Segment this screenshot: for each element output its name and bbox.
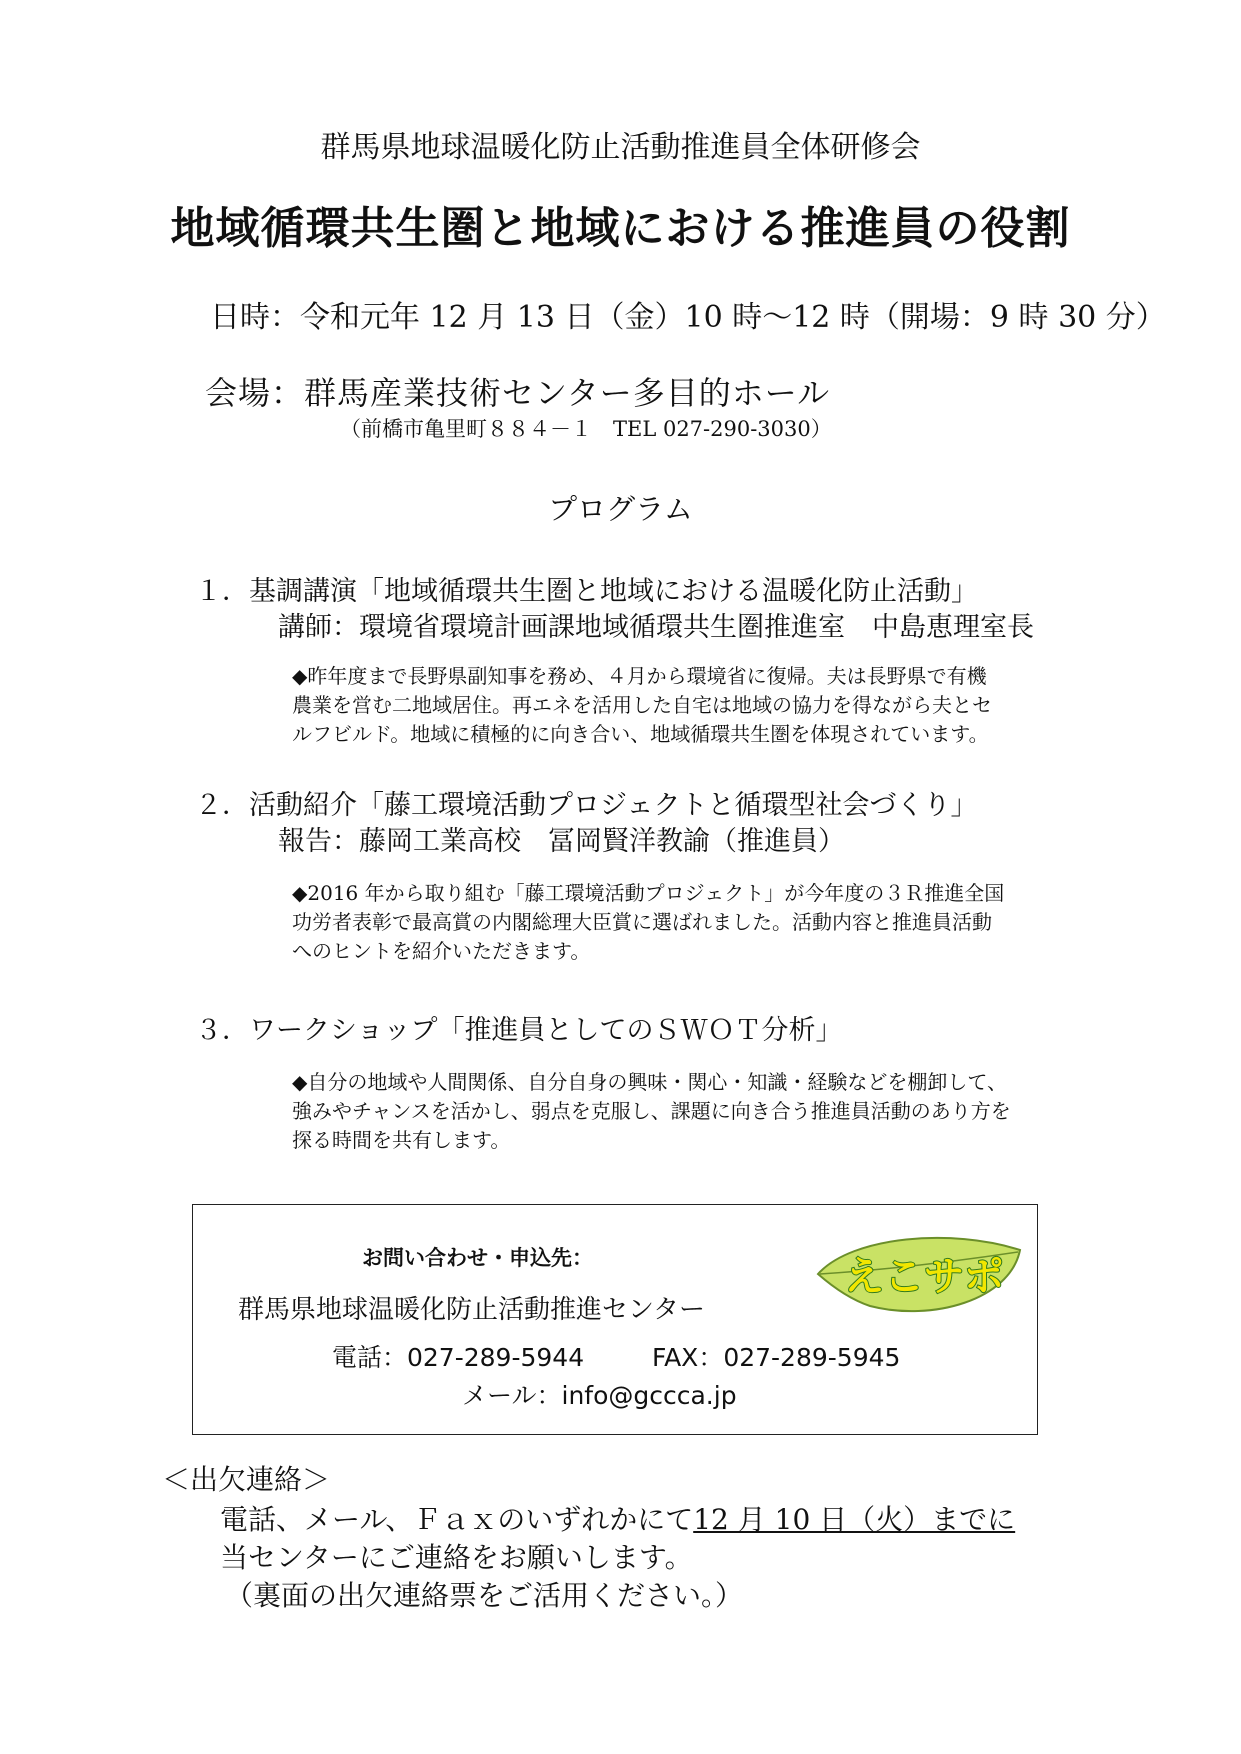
contact-fax: FAX：027-289-5945 bbox=[652, 1343, 901, 1372]
program-item-1-note bbox=[292, 662, 992, 749]
rsvp-methods: 電話、メール、Ｆａｘのいずれかにて bbox=[220, 1503, 694, 1536]
program-item-1-lecturer: 講師：環境省環境計画課地域循環共生圏推進室 中島恵理室長 bbox=[278, 612, 1034, 643]
program-item-1-title: １．基調講演「地域循環共生圏と地域における温暖化防止活動」 bbox=[195, 576, 978, 607]
rsvp-request: 当センターにご連絡をお願いします。 bbox=[220, 1541, 693, 1574]
page-title: 地域循環共生圏と地域における推進員の役割 bbox=[170, 203, 1071, 254]
program-item-2-title: ２．活動紹介「藤工環境活動プロジェクトと循環型社会づくり」 bbox=[195, 790, 978, 821]
rsvp-instruction bbox=[220, 1498, 1015, 1538]
note-line: ◆2016 年から取り組む「藤工環境活動プロジェクト」が今年度の３Ｒ推進全国 bbox=[292, 881, 1005, 905]
program-item-2-note bbox=[292, 879, 1004, 966]
note-line: ◆自分の地域や人間関係、自分自身の興味・関心・知識・経験などを棚卸して、 bbox=[292, 1070, 1007, 1094]
note-line: へのヒントを紹介いただきます。 bbox=[292, 939, 591, 963]
note-line: ルフビルド。地域に積極的に向き合い、地域循環共生圏を体現されています。 bbox=[292, 722, 989, 746]
note-line: 探る時間を共有します。 bbox=[292, 1128, 511, 1152]
note-line: 強みやチャンスを活かし、弱点を克服し、課題に向き合う推進員活動のあり方を bbox=[292, 1099, 1011, 1123]
venue-address: （前橋市亀里町８８４－１ TEL 027-290-3030） bbox=[340, 417, 832, 441]
note-line: ◆昨年度まで長野県副知事を務め、４月から環境省に復帰。夫は長野県で有機 bbox=[292, 664, 987, 688]
event-datetime: 日時：令和元年 12 月 13 日（金）10 時～12 時（開場：9 時 30 分） bbox=[210, 300, 1166, 335]
program-item-3-title: ３．ワークショップ「推進員としてのＳＷＯＴ分析」 bbox=[195, 1015, 843, 1046]
contact-phone[interactable]: 電話：027-289-5944 bbox=[332, 1343, 585, 1372]
note-line: 農業を営む二地域居住。再エネを活用した自宅は地域の協力を得ながら夫とセ bbox=[292, 693, 992, 717]
logo-text: えこサポ bbox=[844, 1254, 1004, 1300]
contact-email[interactable]: メール：info@gccca.jp bbox=[462, 1381, 737, 1410]
rsvp-deadline: 12 月 10 日（火）までに bbox=[693, 1503, 1016, 1536]
rsvp-note: （裏面の出欠連絡票をご活用ください。） bbox=[225, 1579, 744, 1612]
eco-sapo-logo bbox=[812, 1230, 1027, 1318]
event-subtitle: 群馬県地球温暖化防止活動推進員全体研修会 bbox=[320, 130, 921, 165]
contact-organization: 群馬県地球温暖化防止活動推進センター bbox=[238, 1295, 705, 1325]
program-item-2-reporter: 報告：藤岡工業高校 冨岡賢洋教諭（推進員） bbox=[278, 826, 845, 857]
program-item-3-note bbox=[292, 1068, 1011, 1155]
rsvp-heading: ＜出欠連絡＞ bbox=[162, 1463, 331, 1496]
contact-label: お問い合わせ・申込先： bbox=[362, 1246, 593, 1270]
program-heading: プログラム bbox=[548, 492, 693, 526]
note-line: 功労者表彰で最高賞の内閣総理大臣賞に選ばれました。活動内容と推進員活動 bbox=[292, 910, 992, 934]
event-venue: 会場：群馬産業技術センター多目的ホール bbox=[205, 374, 831, 412]
